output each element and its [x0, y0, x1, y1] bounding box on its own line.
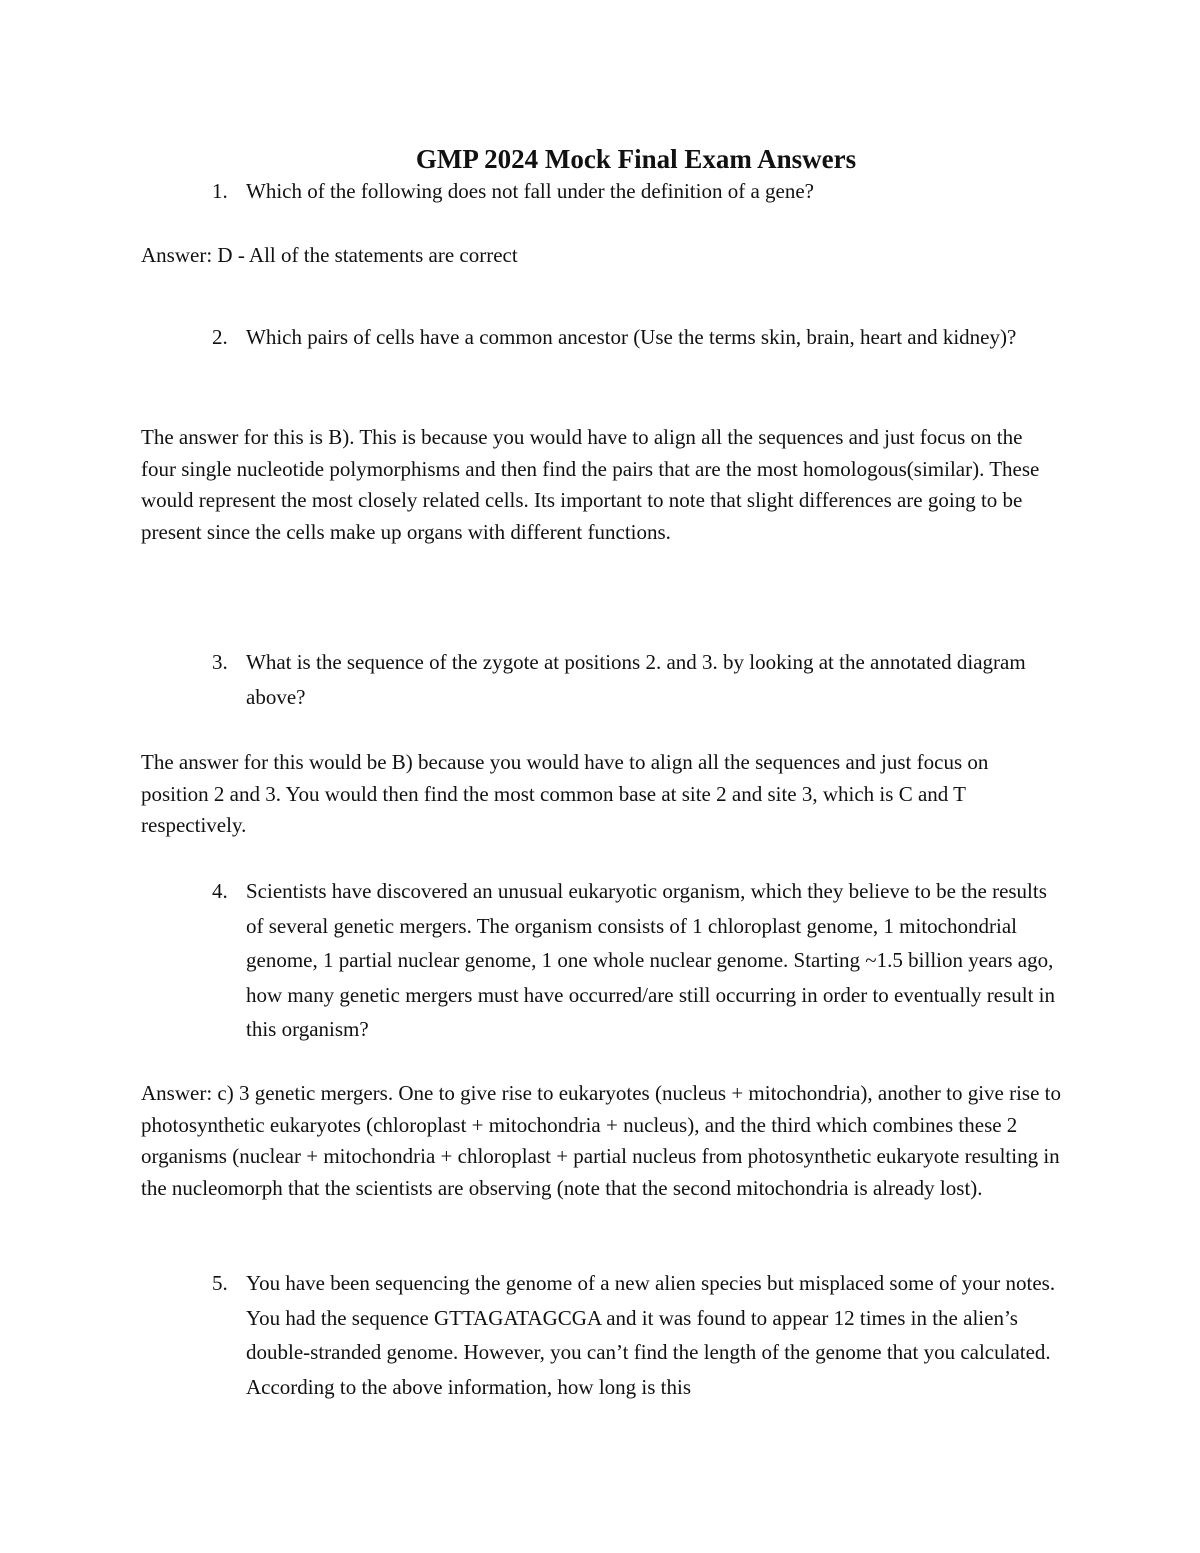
- question-text: Scientists have discovered an unusual eukaryotic organism, which they believe to be the results of several genetic mergers. The organism consists of 1 chloroplast genome, 1 mitochondrial genome, 1 partial nuclear genome, 1 one whole nuclear genome. Starting ~1.5 billion years ago, how many genetic mergers must have occurred/are still occurring in order to eventually result in this organism?: [246, 879, 1056, 1041]
- question-number: 2.: [212, 325, 228, 349]
- question-text: You have been sequencing the genome of a new alien species but misplaced some of your notes. You had the sequence GTTAGATAGCGA and it was found to appear 12 times in the alien’s double-stranded genome. However, you can’t find the length of the genome that you calculated. According to the above information, how long is this: [246, 1271, 1056, 1399]
- question-text: Which of the following does not fall under the definition of a gene?: [246, 179, 814, 203]
- answer-text: The answer for this is B). This is because you would have to align all the sequences and just focus on the four single nucleotide polymorphisms and then find the pairs that are the most homologous(similar). These would represent the most closely related cells. Its important to note that slight differences are going to be present since the cells make up organs with different functions.: [141, 425, 1040, 544]
- question-number: 5.: [212, 1271, 228, 1295]
- question-number: 3.: [212, 650, 228, 674]
- question-text: What is the sequence of the zygote at positions 2. and 3. by looking at the annotated diagram above?: [246, 650, 1026, 709]
- answer-text: Answer: D - All of the statements are correct: [141, 243, 518, 267]
- page-title: GMP 2024 Mock Final Exam Answers: [415, 144, 857, 174]
- question-number: 4.: [212, 879, 228, 903]
- answer-text: The answer for this would be B) because you would have to align all the sequences and just focus on position 2 and 3. You would then find the most common base at site 2 and site 3, which is C and T respectively.: [141, 750, 989, 837]
- question-text: Which pairs of cells have a common ancestor (Use the terms skin, brain, heart and kidney)?: [246, 325, 1017, 349]
- question-number: 1.: [212, 179, 228, 203]
- answer-text: Answer: c) 3 genetic mergers. One to give rise to eukaryotes (nucleus + mitochondria), another to give rise to photosynthetic eukaryotes (chloroplast + mitochondria + nucleus), and the third which combines these 2 organisms (nuclear + mitochondria + chloroplast + partial nucleus from photosynthetic eukaryote resulting in the nucleomorph that the scientists are observing (note that the second mitochondria is already lost).: [141, 1081, 1062, 1200]
